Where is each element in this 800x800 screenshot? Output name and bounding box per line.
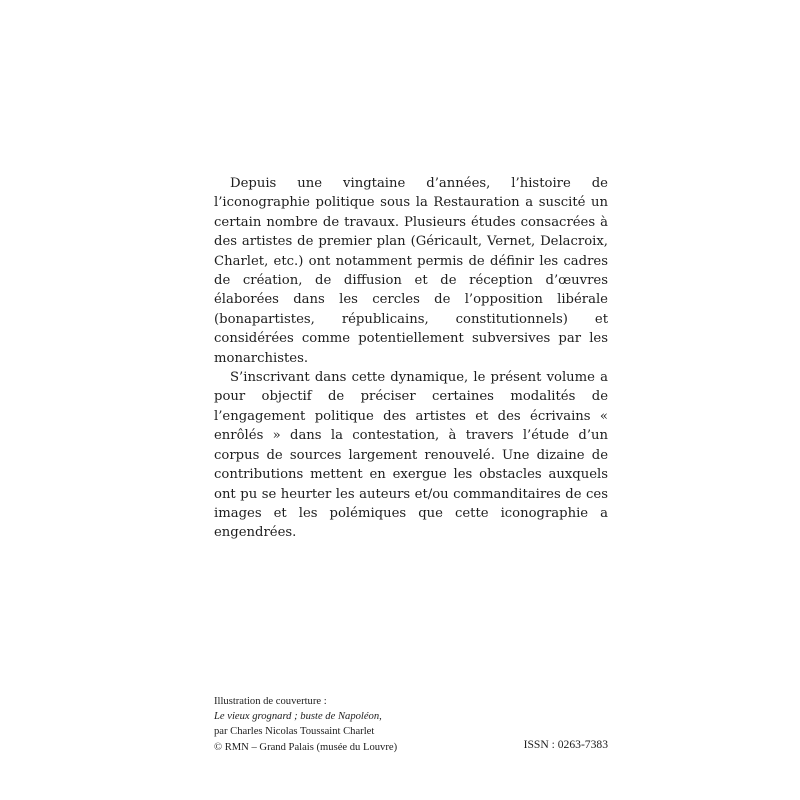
artwork-title: Le vieux grognard ; buste de Napoléon, bbox=[214, 711, 382, 723]
artist-credit: par Charles Nicolas Toussaint Charlet bbox=[214, 726, 375, 738]
summary-paragraph-2: S’inscrivant dans cette dynamique, le présent volume a pour objectif de préciser certaines modalités de l’engagement politique des artistes et des écrivains « enrôlés » dans la contestation, à travers l’étude d’un corpus de sources largement renouvelé. Une dizaine de contributions mettent en exergue les obstacles auxquels ont pu se heurter les auteurs et/ou commanditaires de ces images et les polémiques que cette iconographie a engendrées. bbox=[214, 370, 608, 541]
cover-illustration-credit bbox=[214, 694, 474, 755]
copyright-notice: © RMN – Grand Palais (musée du Louvre) bbox=[214, 741, 398, 753]
issn-number: ISSN : 0263-7383 bbox=[523, 738, 608, 751]
summary-paragraph-1: Depuis une vingtaine d’années, l’histoire de l’iconographie politique sous la Restauration a suscité un certain nombre de travaux. Plusieurs études consacrées à des artistes de premier plan (Géricault, Vernet, Delacroix, Charlet, etc.) ont notamment permis de définir les cadres de création, de diffusion et de réception d’œuvres élaborées dans les cercles de l’opposition libérale (bonapartistes, républicains, constitutionnels) et considérées comme potentiellement subversives par les monarchistes. bbox=[214, 176, 608, 366]
summary-text bbox=[214, 174, 608, 543]
credit-heading: Illustration de couverture : bbox=[214, 696, 327, 707]
